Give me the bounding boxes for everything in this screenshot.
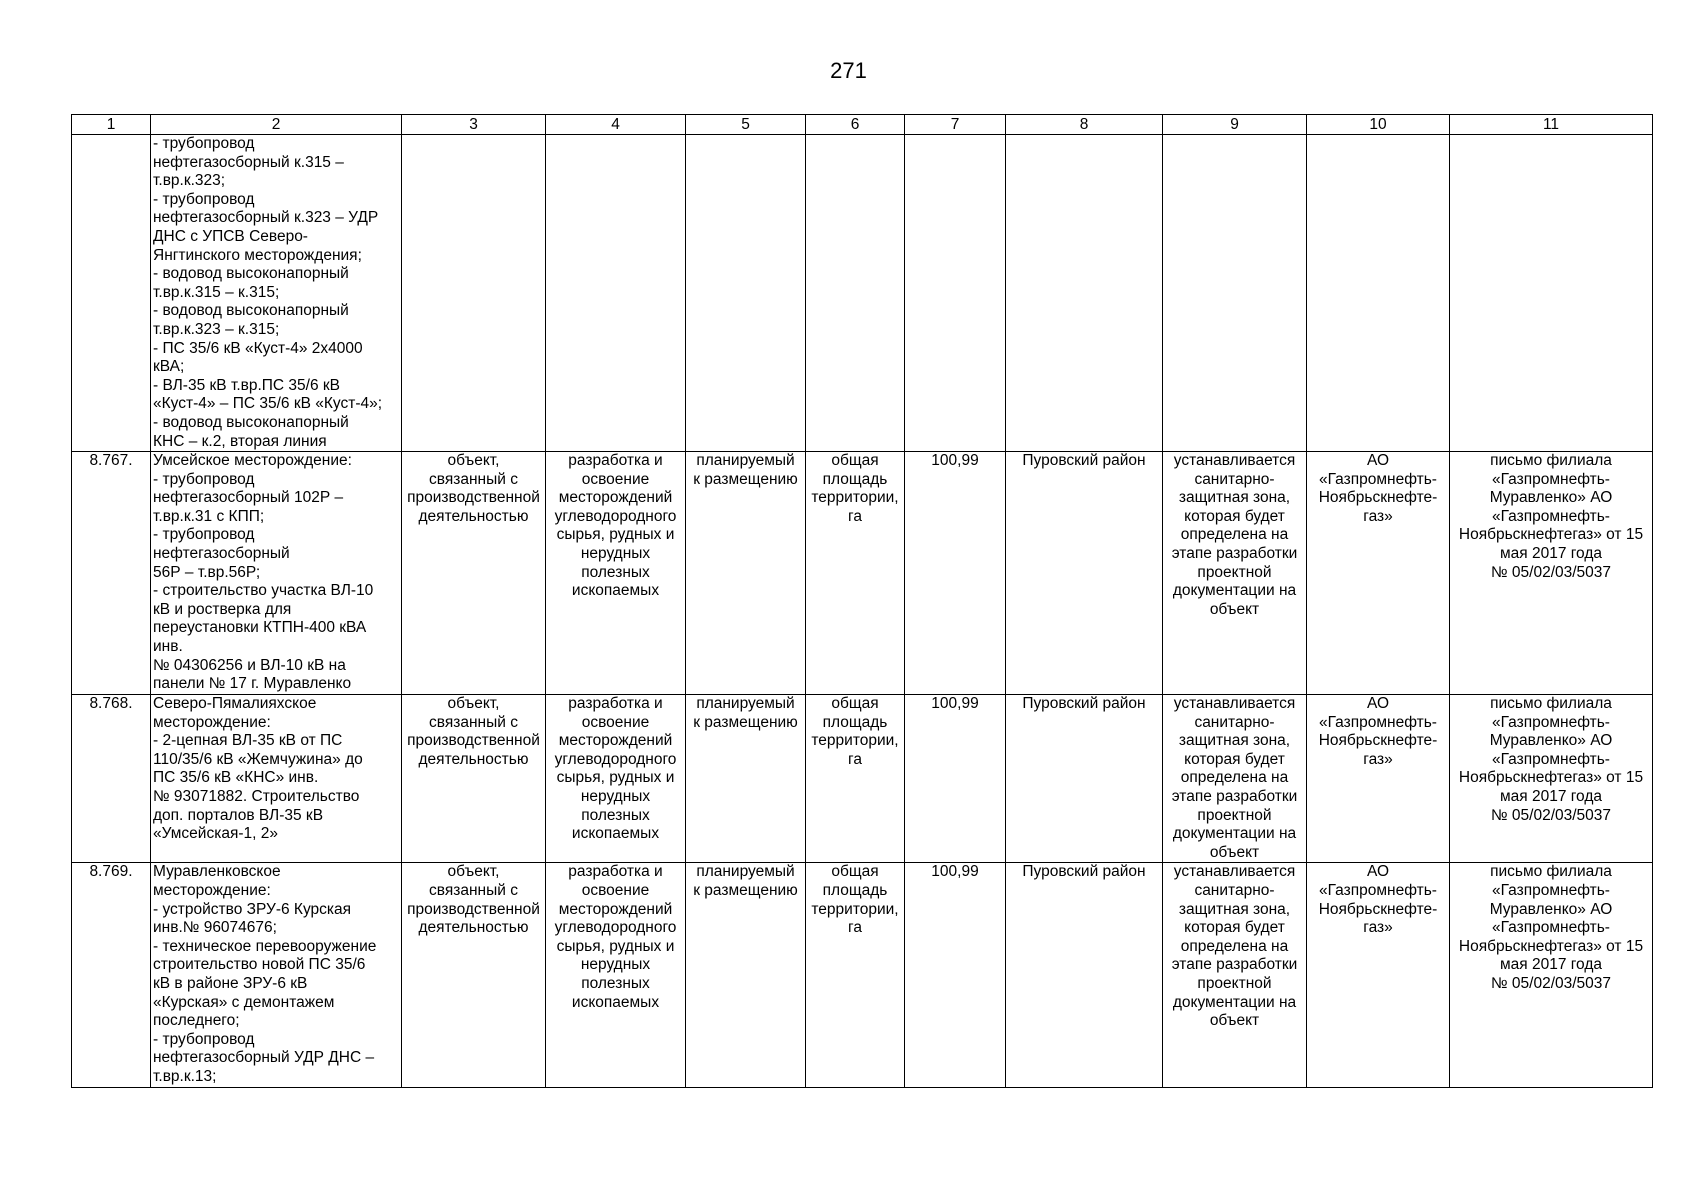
- purpose-cell: [546, 695, 686, 863]
- parameter-line: территории,: [811, 732, 899, 750]
- purpose-line: освоение: [581, 713, 650, 731]
- object-description-line: Муравленковское: [153, 863, 281, 881]
- zone-line: определена на: [1180, 526, 1289, 544]
- zone-line: санитарно-: [1194, 713, 1275, 731]
- object-description-line: - водовод высоконапорный: [153, 302, 349, 320]
- basis-line: мая 2017 года: [1499, 788, 1603, 806]
- object-type-line: связанный с: [429, 882, 518, 900]
- basis-line: Муравленко» АО: [1489, 732, 1613, 750]
- object-description-line: кВА;: [153, 358, 185, 376]
- object-description-line: месторождение:: [153, 713, 271, 731]
- basis-line: № 05/02/03/5037: [1490, 975, 1612, 992]
- basis-line: «Газпромнефть-: [1492, 470, 1610, 488]
- purpose-line: нерудных: [580, 545, 651, 563]
- column-header: 2: [151, 115, 402, 135]
- zone-line: определена на: [1180, 769, 1289, 787]
- zone-line: определена на: [1180, 937, 1289, 955]
- basis-cell: [1450, 863, 1653, 1087]
- zone-cell: [1163, 863, 1307, 1087]
- purpose-line: ископаемых: [571, 993, 660, 1011]
- basis-line: письмо филиала: [1490, 452, 1612, 470]
- object-type-line: производственной: [407, 489, 540, 507]
- purpose-line: месторождений: [558, 900, 673, 918]
- object-description-line: кВ в районе ЗРУ-6 кВ: [153, 975, 308, 992]
- parameter-line: га: [848, 919, 862, 937]
- location-cell: Пуровский район: [1006, 695, 1163, 863]
- status-line: к размещению: [693, 470, 798, 488]
- zone-line: этапе разработки: [1171, 956, 1298, 974]
- value-cell: 100,99: [905, 695, 1006, 863]
- zone-line: проектной: [1197, 563, 1272, 581]
- zone-line: объект: [1209, 843, 1260, 861]
- purpose-line: ископаемых: [571, 582, 660, 600]
- object-description-line: КНС – к.2, вторая линия: [153, 432, 327, 450]
- zone-line: санитарно-: [1194, 882, 1275, 900]
- object-type-line: деятельностью: [418, 750, 529, 768]
- basis-line: письмо филиала: [1490, 695, 1612, 713]
- object-type-line: производственной: [407, 732, 540, 750]
- parameter-line: территории,: [811, 489, 899, 507]
- status-cell: [686, 863, 806, 1087]
- header-row: [72, 115, 1653, 135]
- row-number-cell: [72, 135, 151, 452]
- zone-line: объект: [1209, 1012, 1260, 1030]
- basis-line: Муравленко» АО: [1489, 489, 1613, 507]
- object-type-line: производственной: [407, 900, 540, 918]
- object-description-line: - 2-цепная ВЛ-35 кВ от ПС: [153, 732, 343, 750]
- parameter-line: общая: [831, 452, 879, 470]
- status-line: планируемый: [696, 863, 795, 881]
- object-description-line: нефтегазосборный к.315 –: [153, 153, 344, 171]
- basis-line: Ноябрьскнефтегаз» от 15: [1458, 937, 1644, 955]
- object-description-line: - ВЛ-35 кВ т.вр.ПС 35/6 кВ: [153, 376, 341, 394]
- purpose-line: ископаемых: [571, 825, 660, 843]
- table-row: [72, 695, 1653, 863]
- parameter-line: га: [848, 750, 862, 768]
- purpose-line: разработка и: [568, 695, 663, 713]
- purpose-cell: [546, 863, 686, 1087]
- column-header: 3: [402, 115, 546, 135]
- parameter-cell: [806, 695, 905, 863]
- object-description-line: доп. порталов ВЛ-35 кВ: [153, 806, 324, 824]
- status-cell: [686, 695, 806, 863]
- basis-line: «Газпромнефть-: [1492, 713, 1610, 731]
- object-description-line: нефтегазосборный УДР ДНС –: [153, 1049, 375, 1067]
- row-number-cell: 8.768.: [72, 695, 151, 863]
- object-type-cell: [402, 863, 546, 1087]
- object-description-line: инв.№ 96074676;: [153, 919, 277, 937]
- object-description-line: «Курская» с демонтажем: [153, 993, 335, 1011]
- basis-line: мая 2017 года: [1499, 545, 1603, 563]
- object-description-line: т.вр.к.31 с КПП;: [153, 507, 265, 525]
- page-number: 271: [830, 58, 867, 83]
- object-description-line: кВ и ростверка для: [153, 600, 292, 618]
- object-description-line: переустановки КТПН-400 кВА: [153, 619, 367, 637]
- table-row: [72, 863, 1653, 1087]
- object-description-line: 56Р – т.вр.56Р;: [153, 563, 261, 581]
- zone-line: проектной: [1197, 806, 1272, 824]
- basis-line: Муравленко» АО: [1489, 900, 1613, 918]
- status-line: к размещению: [693, 713, 798, 731]
- object-description-line: инв.: [153, 638, 183, 656]
- object-description-line: т.вр.к.323;: [153, 172, 226, 190]
- object-description-line: № 04306256 и ВЛ-10 кВ на: [153, 656, 346, 674]
- objects-table: [71, 114, 1653, 1088]
- purpose-line: полезных: [581, 975, 650, 992]
- location-cell: Пуровский район: [1006, 863, 1163, 1087]
- column-header: 8: [1006, 115, 1163, 135]
- object-description-line: - трубопровод: [153, 1030, 255, 1048]
- zone-line: санитарно-: [1194, 470, 1275, 488]
- zone-cell: [1163, 695, 1307, 863]
- organization-cell: [1307, 452, 1450, 695]
- object-description-line: нефтегазосборный к.323 – УДР: [153, 209, 379, 227]
- object-description-line: последнего;: [153, 1012, 240, 1030]
- parameter-cell: [806, 452, 905, 695]
- organization-line: газ»: [1363, 919, 1393, 937]
- basis-cell: [1450, 695, 1653, 863]
- purpose-line: сырья, рудных и: [556, 526, 675, 544]
- zone-cell: [1163, 452, 1307, 695]
- object-description-line: - трубопровод: [153, 470, 255, 488]
- organization-cell: [1307, 863, 1450, 1087]
- purpose-line: освоение: [581, 882, 650, 900]
- purpose-line: нерудных: [580, 956, 651, 974]
- object-type-line: деятельностью: [418, 919, 529, 937]
- column-header: 4: [546, 115, 686, 135]
- object-description-line: нефтегазосборный: [153, 545, 290, 563]
- object-description-line: т.вр.к.323 – к.315;: [153, 320, 280, 338]
- zone-line: этапе разработки: [1171, 545, 1298, 563]
- location-cell: Пуровский район: [1006, 452, 1163, 695]
- parameter-line: га: [848, 507, 862, 525]
- column-header: 11: [1450, 115, 1653, 135]
- object-description-line: «Умсейская-1, 2»: [153, 825, 278, 843]
- status-cell: [686, 452, 806, 695]
- zone-line: устанавливается: [1173, 452, 1296, 470]
- purpose-line: сырья, рудных и: [556, 937, 675, 955]
- column-header: 7: [905, 115, 1006, 135]
- basis-line: Ноябрьскнефтегаз» от 15: [1458, 769, 1644, 787]
- zone-line: которая будет: [1184, 919, 1285, 937]
- organization-line: Ноябрьскнефте-: [1318, 732, 1438, 750]
- purpose-line: полезных: [581, 806, 650, 824]
- object-type-line: объект,: [447, 695, 500, 713]
- basis-line: письмо филиала: [1490, 863, 1612, 881]
- purpose-line: месторождений: [558, 732, 673, 750]
- purpose-line: углеводородного: [554, 507, 677, 525]
- zone-line: защитная зона,: [1178, 732, 1291, 750]
- purpose-line: нерудных: [580, 788, 651, 806]
- object-description-line: - устройство ЗРУ-6 Курская: [153, 900, 352, 918]
- parameter-line: общая: [831, 695, 879, 713]
- purpose-line: углеводородного: [554, 919, 677, 937]
- parameter-cell: [806, 863, 905, 1087]
- object-description-line: № 93071882. Строительство: [153, 788, 360, 806]
- organization-cell: [1307, 695, 1450, 863]
- object-description-line: - ПС 35/6 кВ «Куст-4» 2х4000: [153, 339, 363, 357]
- purpose-line: углеводородного: [554, 750, 677, 768]
- object-description-line: «Куст-4» – ПС 35/6 кВ «Куст-4»;: [153, 395, 383, 413]
- continuation-row: [72, 135, 1653, 452]
- object-type-cell: [402, 695, 546, 863]
- object-name-cell: [151, 695, 402, 863]
- basis-line: мая 2017 года: [1499, 956, 1603, 974]
- object-type-line: объект,: [447, 863, 500, 881]
- zone-line: устанавливается: [1173, 863, 1296, 881]
- value-cell: 100,99: [905, 863, 1006, 1087]
- basis-line: № 05/02/03/5037: [1490, 806, 1612, 824]
- parameter-line: территории,: [811, 900, 899, 918]
- object-name-cell: [151, 452, 402, 695]
- organization-line: Ноябрьскнефте-: [1318, 900, 1438, 918]
- object-description-line: - водовод высоконапорный: [153, 265, 349, 283]
- basis-line: «Газпромнефть-: [1492, 919, 1610, 937]
- object-description-line: - техническое перевооружение: [153, 937, 377, 955]
- object-description-line: строительство новой ПС 35/6: [153, 956, 366, 974]
- organization-line: АО: [1366, 863, 1390, 881]
- organization-line: АО: [1366, 452, 1390, 470]
- row-number-cell: 8.767.: [72, 452, 151, 695]
- object-type-line: связанный с: [429, 713, 518, 731]
- column-header: 6: [806, 115, 905, 135]
- object-description-line: панели № 17 г. Муравленко: [153, 675, 352, 693]
- purpose-cell: [546, 452, 686, 695]
- organization-line: Ноябрьскнефте-: [1318, 489, 1438, 507]
- object-description-line: 110/35/6 кВ «Жемчужина» до: [153, 750, 363, 768]
- object-description-line: т.вр.к.315 – к.315;: [153, 283, 280, 301]
- object-description-line: т.вр.к.13;: [153, 1067, 217, 1085]
- status-line: планируемый: [696, 695, 795, 713]
- purpose-line: полезных: [581, 563, 650, 581]
- column-header: 5: [686, 115, 806, 135]
- zone-line: объект: [1209, 600, 1260, 618]
- zone-line: документации на: [1172, 993, 1297, 1011]
- object-description-line: - трубопровод: [153, 135, 255, 152]
- parameter-line: площадь: [822, 713, 888, 731]
- zone-line: которая будет: [1184, 750, 1285, 768]
- object-description-line: ПС 35/6 кВ «КНС» инв.: [153, 769, 319, 787]
- zone-line: устанавливается: [1173, 695, 1296, 713]
- purpose-line: сырья, рудных и: [556, 769, 675, 787]
- object-description-line: нефтегазосборный 102Р –: [153, 489, 344, 507]
- basis-line: Ноябрьскнефтегаз» от 15: [1458, 526, 1644, 544]
- organization-line: АО: [1366, 695, 1390, 713]
- basis-cell: [1450, 452, 1653, 695]
- column-header: 1: [72, 115, 151, 135]
- basis-line: «Газпромнефть-: [1492, 507, 1610, 525]
- purpose-line: разработка и: [568, 863, 663, 881]
- parameter-line: площадь: [822, 470, 888, 488]
- zone-line: которая будет: [1184, 507, 1285, 525]
- zone-line: документации на: [1172, 825, 1297, 843]
- parameter-line: общая: [831, 863, 879, 881]
- organization-line: «Газпромнефть-: [1319, 713, 1437, 731]
- object-description-line: Янгтинского месторождения;: [153, 246, 362, 264]
- object-type-line: связанный с: [429, 470, 518, 488]
- object-description-line: - водовод высоконапорный: [153, 413, 349, 431]
- object-type-line: объект,: [447, 452, 500, 470]
- object-type-cell: [402, 452, 546, 695]
- column-header: 9: [1163, 115, 1307, 135]
- object-description-line: месторождение:: [153, 882, 271, 900]
- object-description-line: - трубопровод: [153, 190, 255, 208]
- status-line: к размещению: [693, 882, 798, 900]
- zone-line: проектной: [1197, 975, 1272, 992]
- purpose-line: освоение: [581, 470, 650, 488]
- object-name-cell: [151, 135, 402, 452]
- organization-line: газ»: [1363, 507, 1393, 525]
- object-description-line: Северо-Пямалияхское: [153, 695, 317, 713]
- purpose-line: разработка и: [568, 452, 663, 470]
- table-row: [72, 452, 1653, 695]
- object-description-line: - строительство участка ВЛ-10: [153, 582, 374, 600]
- organization-line: «Газпромнефть-: [1319, 882, 1437, 900]
- zone-line: документации на: [1172, 582, 1297, 600]
- column-header: 10: [1307, 115, 1450, 135]
- zone-line: этапе разработки: [1171, 788, 1298, 806]
- row-number-cell: 8.769.: [72, 863, 151, 1087]
- organization-line: «Газпромнефть-: [1319, 470, 1437, 488]
- value-cell: 100,99: [905, 452, 1006, 695]
- purpose-line: месторождений: [558, 489, 673, 507]
- basis-line: «Газпромнефть-: [1492, 750, 1610, 768]
- basis-line: № 05/02/03/5037: [1490, 563, 1612, 581]
- basis-line: «Газпромнефть-: [1492, 882, 1610, 900]
- object-description-line: Умсейское месторождение:: [153, 452, 352, 470]
- object-description-line: - трубопровод: [153, 526, 255, 544]
- object-description-line: ДНС с УПСВ Северо-: [153, 227, 308, 245]
- zone-line: защитная зона,: [1178, 489, 1291, 507]
- status-line: планируемый: [696, 452, 795, 470]
- object-type-line: деятельностью: [418, 507, 529, 525]
- object-name-cell: [151, 863, 402, 1087]
- zone-line: защитная зона,: [1178, 900, 1291, 918]
- parameter-line: площадь: [822, 882, 888, 900]
- organization-line: газ»: [1363, 750, 1393, 768]
